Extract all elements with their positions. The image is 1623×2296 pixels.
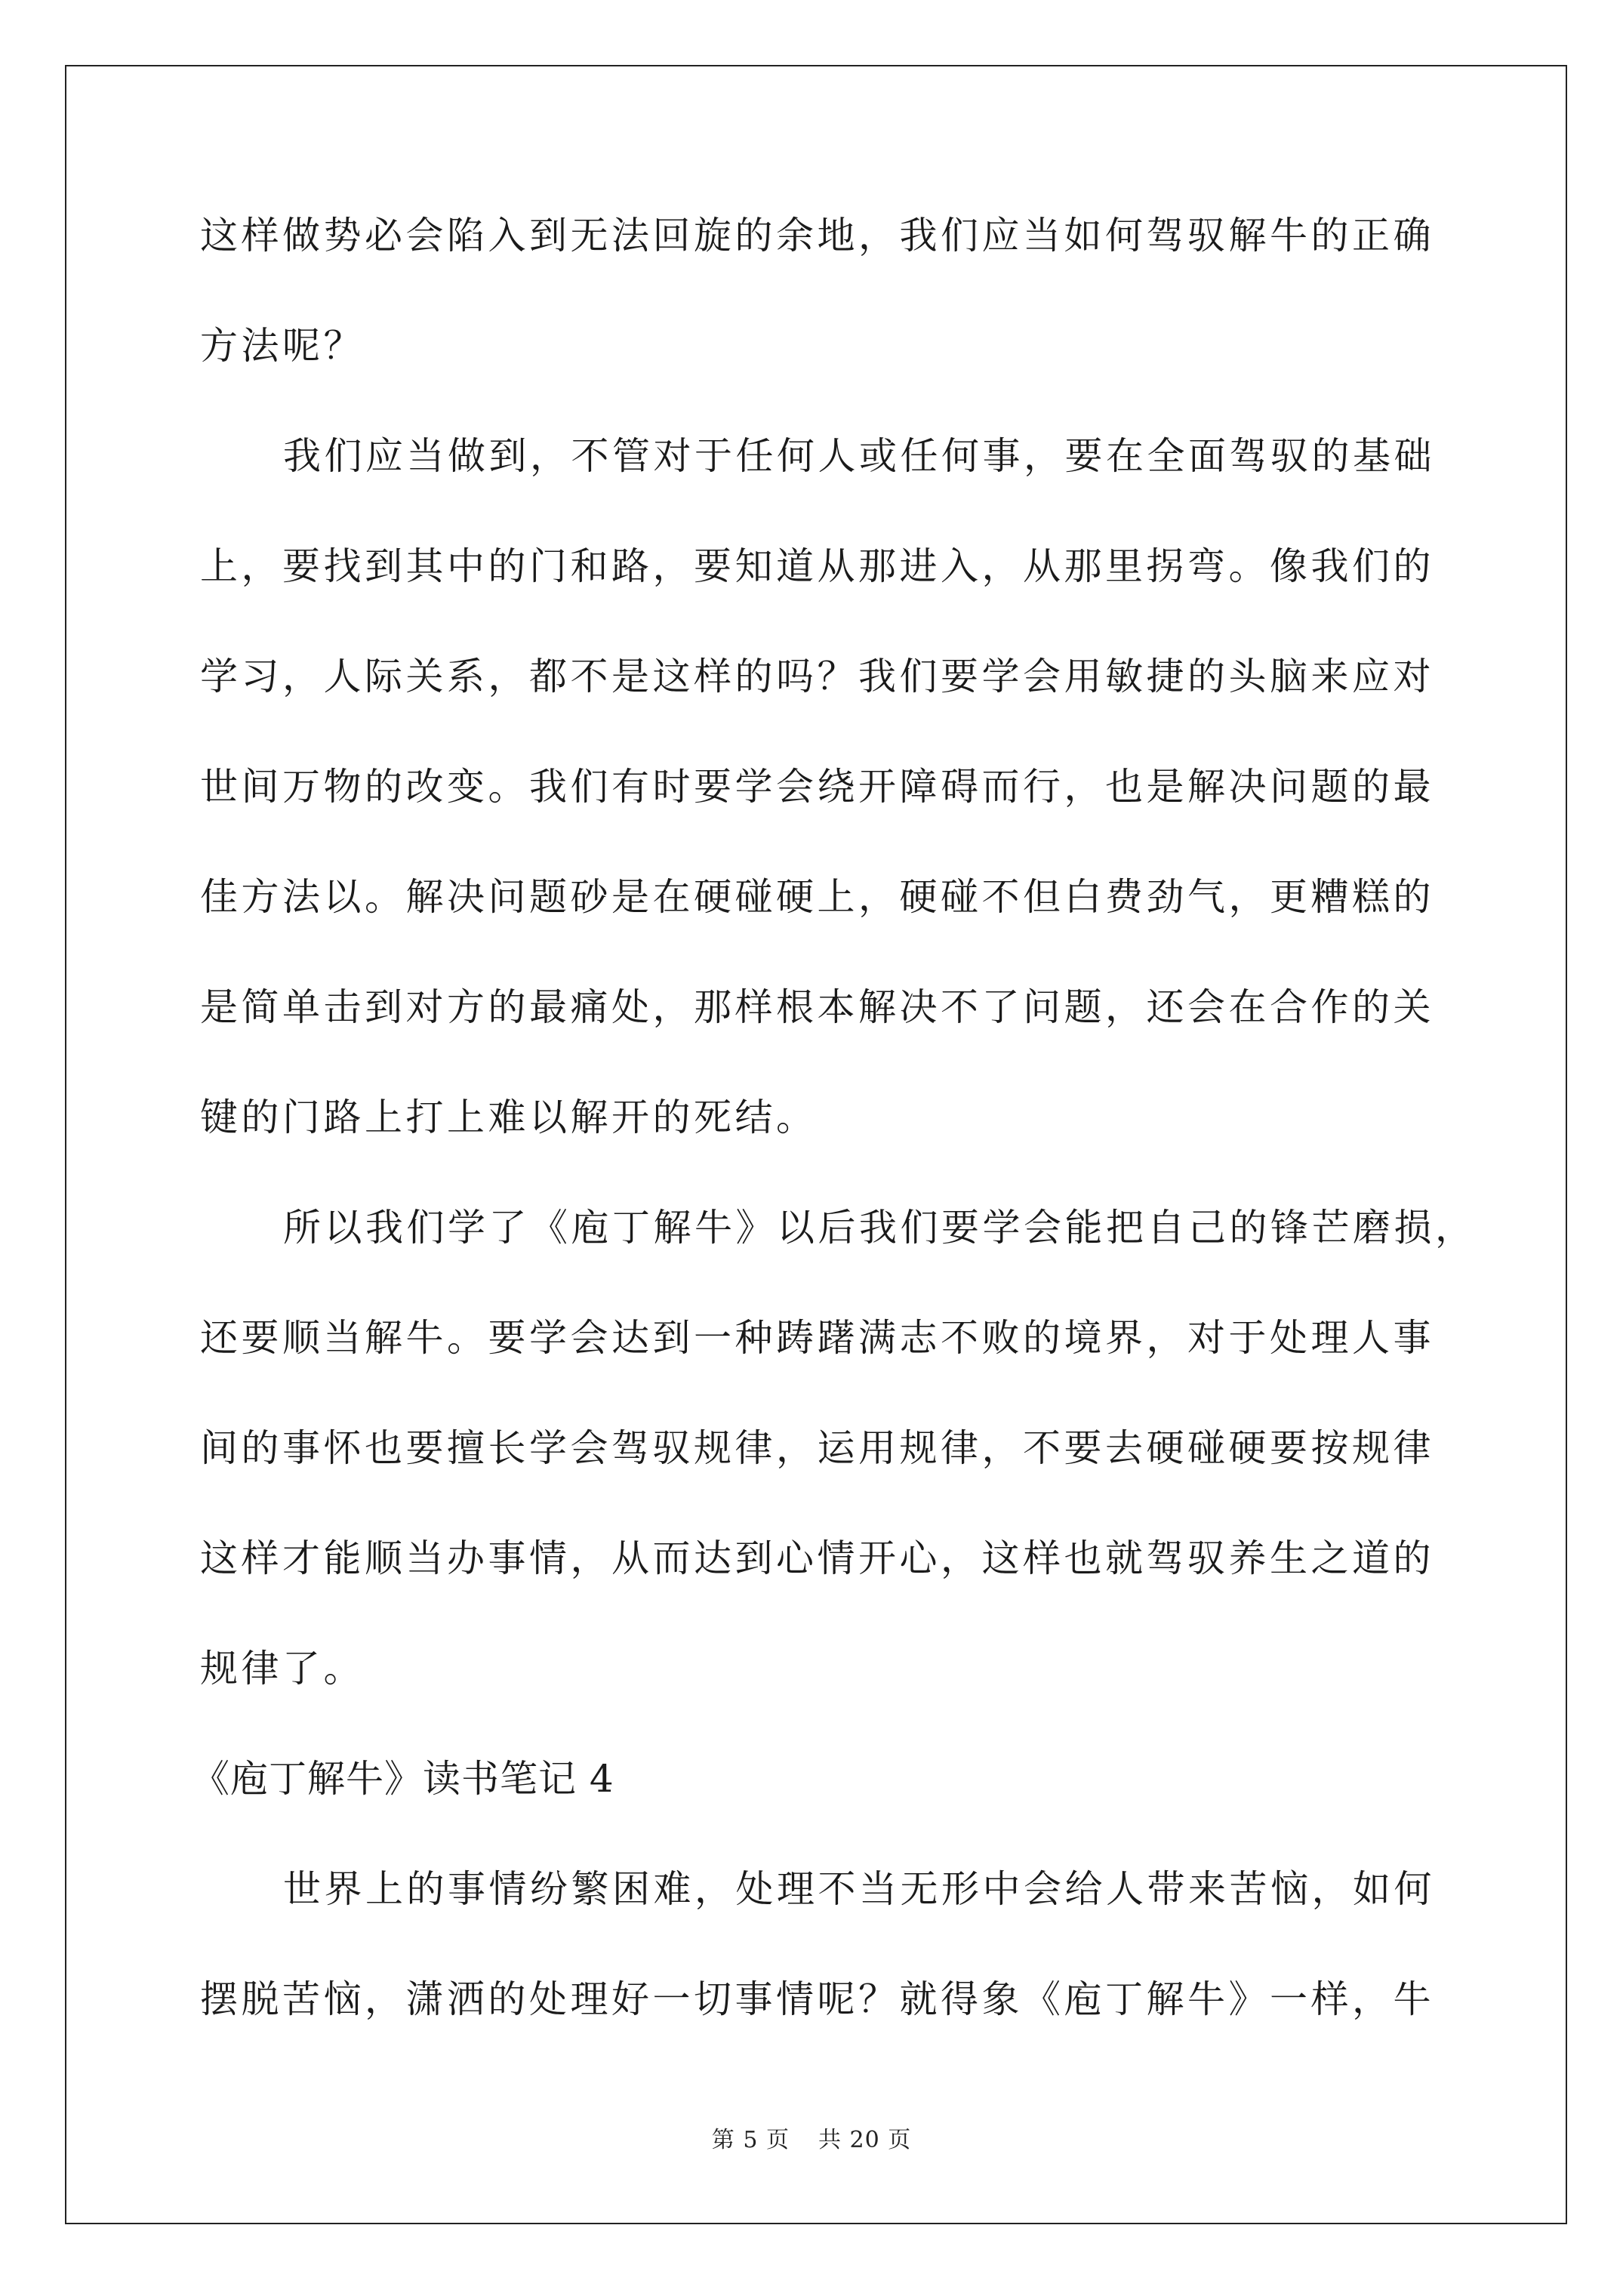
text-line: 这样才能顺当办事情，从而达到心情开心，这样也就驾驭养生之道的 [200,1536,1434,1580]
page-total: 共 20 页 [818,2127,912,2153]
document-body [192,214,1477,2091]
text-line: 世间万物的改变。我们有时要学会绕开障碍而行，也是解决问题的最 [200,765,1434,809]
text-line: 规律了。 [200,1647,365,1690]
text-line: 方法呢？ [200,324,365,368]
paragraph-start-line: 我们应当做到，不管对于任何人或任何事，要在全面驾驭的基础 [283,434,1435,478]
text-line: 摆脱苦恼，潇洒的处理好一切事情呢？就得象《庖丁解牛》一样，牛 [200,1977,1434,2021]
paragraph-start-line: 所以我们学了《庖丁解牛》以后我们要学会能把自己的锋芒磨损， [283,1206,1477,1250]
text-line: 这样做势必会陷入到无法回旋的余地，我们应当如何驾驭解牛的正确 [200,214,1434,257]
section-heading: 《庖丁解牛》读书笔记 4 [192,1757,614,1801]
text-line: 还要顺当解牛。要学会达到一种踌躇满志不败的境界，对于处理人事 [200,1316,1434,1360]
text-line: 佳方法以。解决问题砂是在硬碰硬上，硬碰不但白费劲气，更糟糕的 [200,875,1434,919]
page-footer [0,2128,1623,2153]
text-line: 间的事怀也要擅长学会驾驭规律，运用规律，不要去硬碰硬要按规律 [200,1426,1434,1470]
text-line: 上，要找到其中的门和路，要知道从那进入，从那里拐弯。像我们的 [200,544,1434,588]
text-line: 是简单击到对方的最痛处，那样根本解决不了问题，还会在合作的关 [200,985,1434,1029]
page-number: 第 5 页 [711,2127,790,2153]
text-line: 学习，人际关系，都不是这样的吗？我们要学会用敏捷的头脑来应对 [200,655,1434,698]
paragraph-start-line: 世界上的事情纷繁困难，处理不当无形中会给人带来苦恼，如何 [283,1867,1435,1911]
text-line: 键的门路上打上难以解开的死结。 [200,1096,818,1139]
